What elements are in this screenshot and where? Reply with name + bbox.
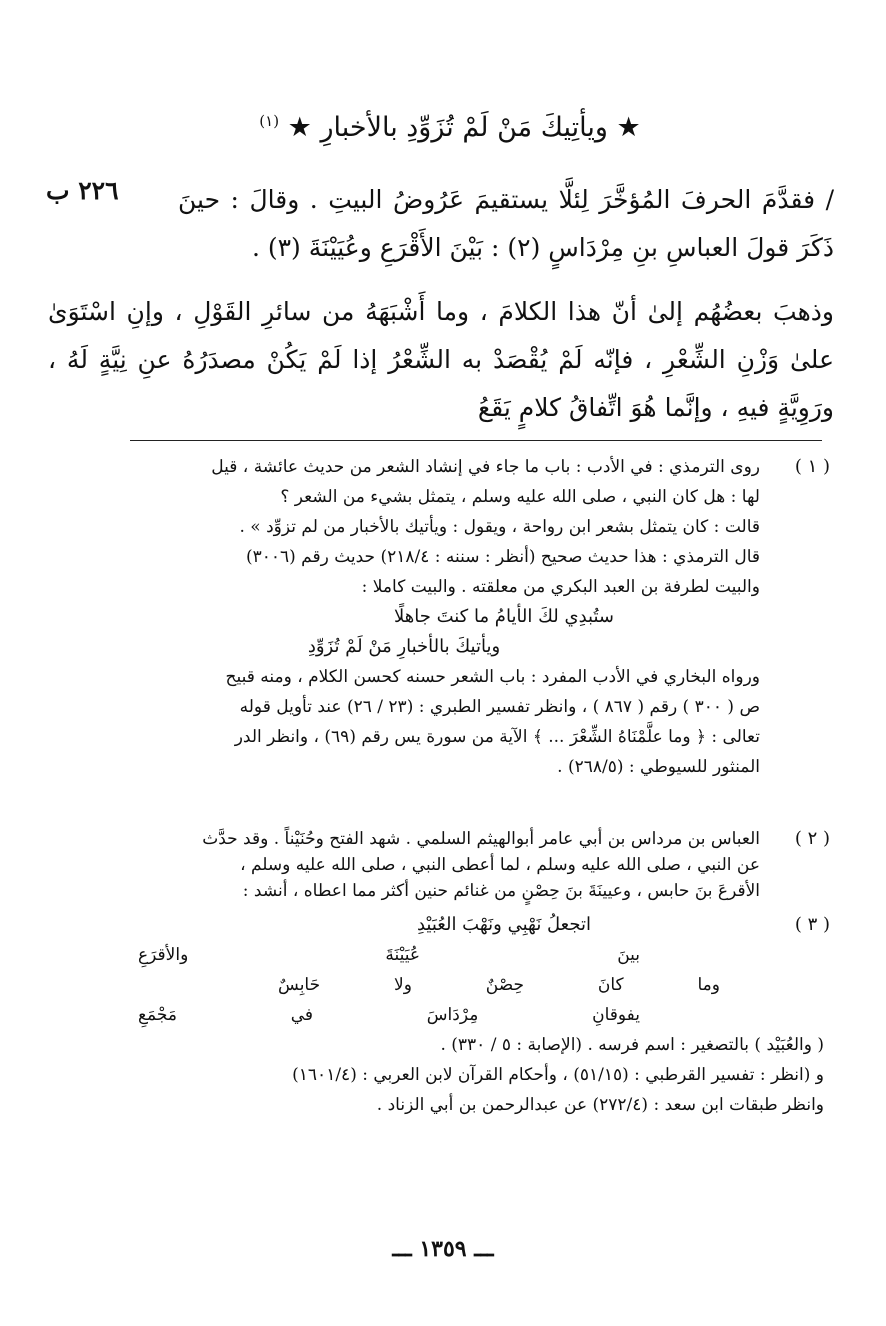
poem-word: مِرْدَاسَ [426,1005,479,1025]
footnote-line: قال الترمذي : هذا حديث صحيح (أنظر : سننه : ٢١٨/٤) حديث رقم (٣٠٠٦) [245,547,760,567]
footnote-3 [128,910,830,1120]
main-text [48,176,834,432]
footnote-1 [128,452,830,782]
poem-word: والأقرَعِ [138,945,189,965]
footnote-ref-1: (١) [259,112,280,130]
manuscript-folio-mark: ٢٢٦ ب [46,176,119,205]
footnote-line: العباس بن مرداس بن أبي عامر أبوالهيثم السلمي . شهد الفتح وحُنَيْناً . وقد حدَّث [202,829,760,849]
poem-word: مَجْمَعِ [138,1005,177,1025]
footnote-number: ( ٣ ) [794,914,830,935]
footnote-line: ص ( ٣٠٠ ) رقم ( ٨٦٧ ) ، وانظر تفسير الطبري : (٢٣ / ٢٦) عند تأويل قوله [239,697,760,717]
footnote-2 [128,826,830,904]
footnote-line: المنثور للسيوطي : (٢٦٨/٥) . [557,757,760,777]
poem-word: يفوقانِ [592,1005,640,1025]
footnote-line: وانظر طبقات ابن سعد : (٢٧٢/٤) عن عبدالرحمن بن أبي الزناد . [376,1095,824,1115]
footnote-line: تعالى : ﴿ وما علَّمْنَاهُ الشِّعْرَ ... ﴾ الآية من سورة يس رقم (٦٩) ، وانظر الدر [234,727,760,747]
footnote-line: روى الترمذي : في الأدب : باب ما جاء في إنشاد الشعر من حديث عائشة ، قيل [211,457,760,477]
footnote-line: والبيت لطرفة بن العبد البكري من معلقته . والبيت كاملا : [361,577,760,597]
poem-word: حِصْنٌ [485,975,524,995]
poem-hemistich [128,940,760,970]
footnote-line: ( والعُبَيْد ) بالتصغير : اسم فرسه . (الإصابة : ٥ / ٣٣٠) . [440,1035,824,1055]
poem-word: كانَ [597,975,624,995]
poem-word: وما [697,975,720,995]
footnote-line: ورواه البخاري في الأدب المفرد : باب الشعر حسنه كحسن الكلام ، ومنه قبيح [225,667,760,687]
poem-hemistich: اتجعلُ نَهْبِي ونَهْبَ العُبَيْدِ [416,914,591,935]
footnote-line: عن النبي ، صلى الله عليه وسلم ، لما أعطى النبي ، صلى الله عليه وسلم ، [240,855,760,875]
footnotes [128,452,830,1120]
poem-hemistich: ستُبدِي لكَ الأيامُ ما كنتَ جاهلًا [394,606,614,627]
poem-word: عُيَيْنَةَ [385,945,421,965]
footnote-line: الأقرعَ بنَ حابس ، وعيينَةَ بنَ حِصْنٍ من غنائم حنين أكثر مما اعطاه ، أنشد : [242,881,760,901]
paragraph-1: / فقدَّمَ الحرفَ المُؤخَّرَ لِئلَّا يستقيمَ عَرُوضُ البيتِ . وقالَ : حينَ ذَكَرَ قولَ العباسِ بنِ مِرْدَاسٍ (٢) : بَيْنَ الأَقْرَعِ وعُيَيْنَةَ (٣) . [178,185,834,262]
verse-heading [150,112,750,143]
footnote-number: ( ١ ) [794,456,830,477]
page-number: ـــ ١٣٥٩ ـــ [392,1236,494,1262]
poem-word: بينَ [617,945,640,965]
poem-hemistich: ويأتيكَ بالأخبارِ مَنْ لَمْ تُزَوِّدِ [307,636,501,657]
footnote-line: قالت : كان يتمثل بشعر ابن رواحة ، ويقول : ويأتيك بالأخبار من لم تزوِّد » . [239,517,760,537]
footnote-divider [130,440,822,441]
footnote-line: و (انظر : تفسير القرطبي : (٥١/١٥) ، وأحكام القرآن لابن العربي : (١٦٠١/٤) [292,1065,824,1085]
poem-hemistich [128,1000,760,1030]
poem-hemistich [128,970,760,1000]
poem-word: ولا [394,975,412,995]
verse-text: ★ ويأتِيكَ مَنْ لَمْ تُزَوِّدِ بالأخبارِ ★ [287,112,641,143]
poem-word: في [290,1005,314,1025]
spacer [128,782,824,826]
poem-word: حَابِسٌ [278,975,321,995]
paragraph-2: وذهبَ بعضُهُم إلىٰ أنّ هذا الكلامَ ، وما أَشْبَهَهُ من سائرِ القَوْلِ ، وإنِ اسْتَوَىٰ علىٰ وَزْنِ الشِّعْرِ ، فإنّه لَمْ يُقْصَدْ به الشِّعْرُ إذا لَمْ يَكُنْ مصدَرُهُ عنِ نِيَّةٍ لَهُ ، ورَوِيَّةٍ فيهِ ، وإنَّما هُوَ اتِّفاقُ كلامٍ يَقَعُ [48,297,834,422]
footnote-line: لها : هل كان النبي ، صلى الله عليه وسلم ، يتمثل بشيء من الشعر ؟ [280,487,760,507]
footnote-number: ( ٢ ) [794,828,830,849]
